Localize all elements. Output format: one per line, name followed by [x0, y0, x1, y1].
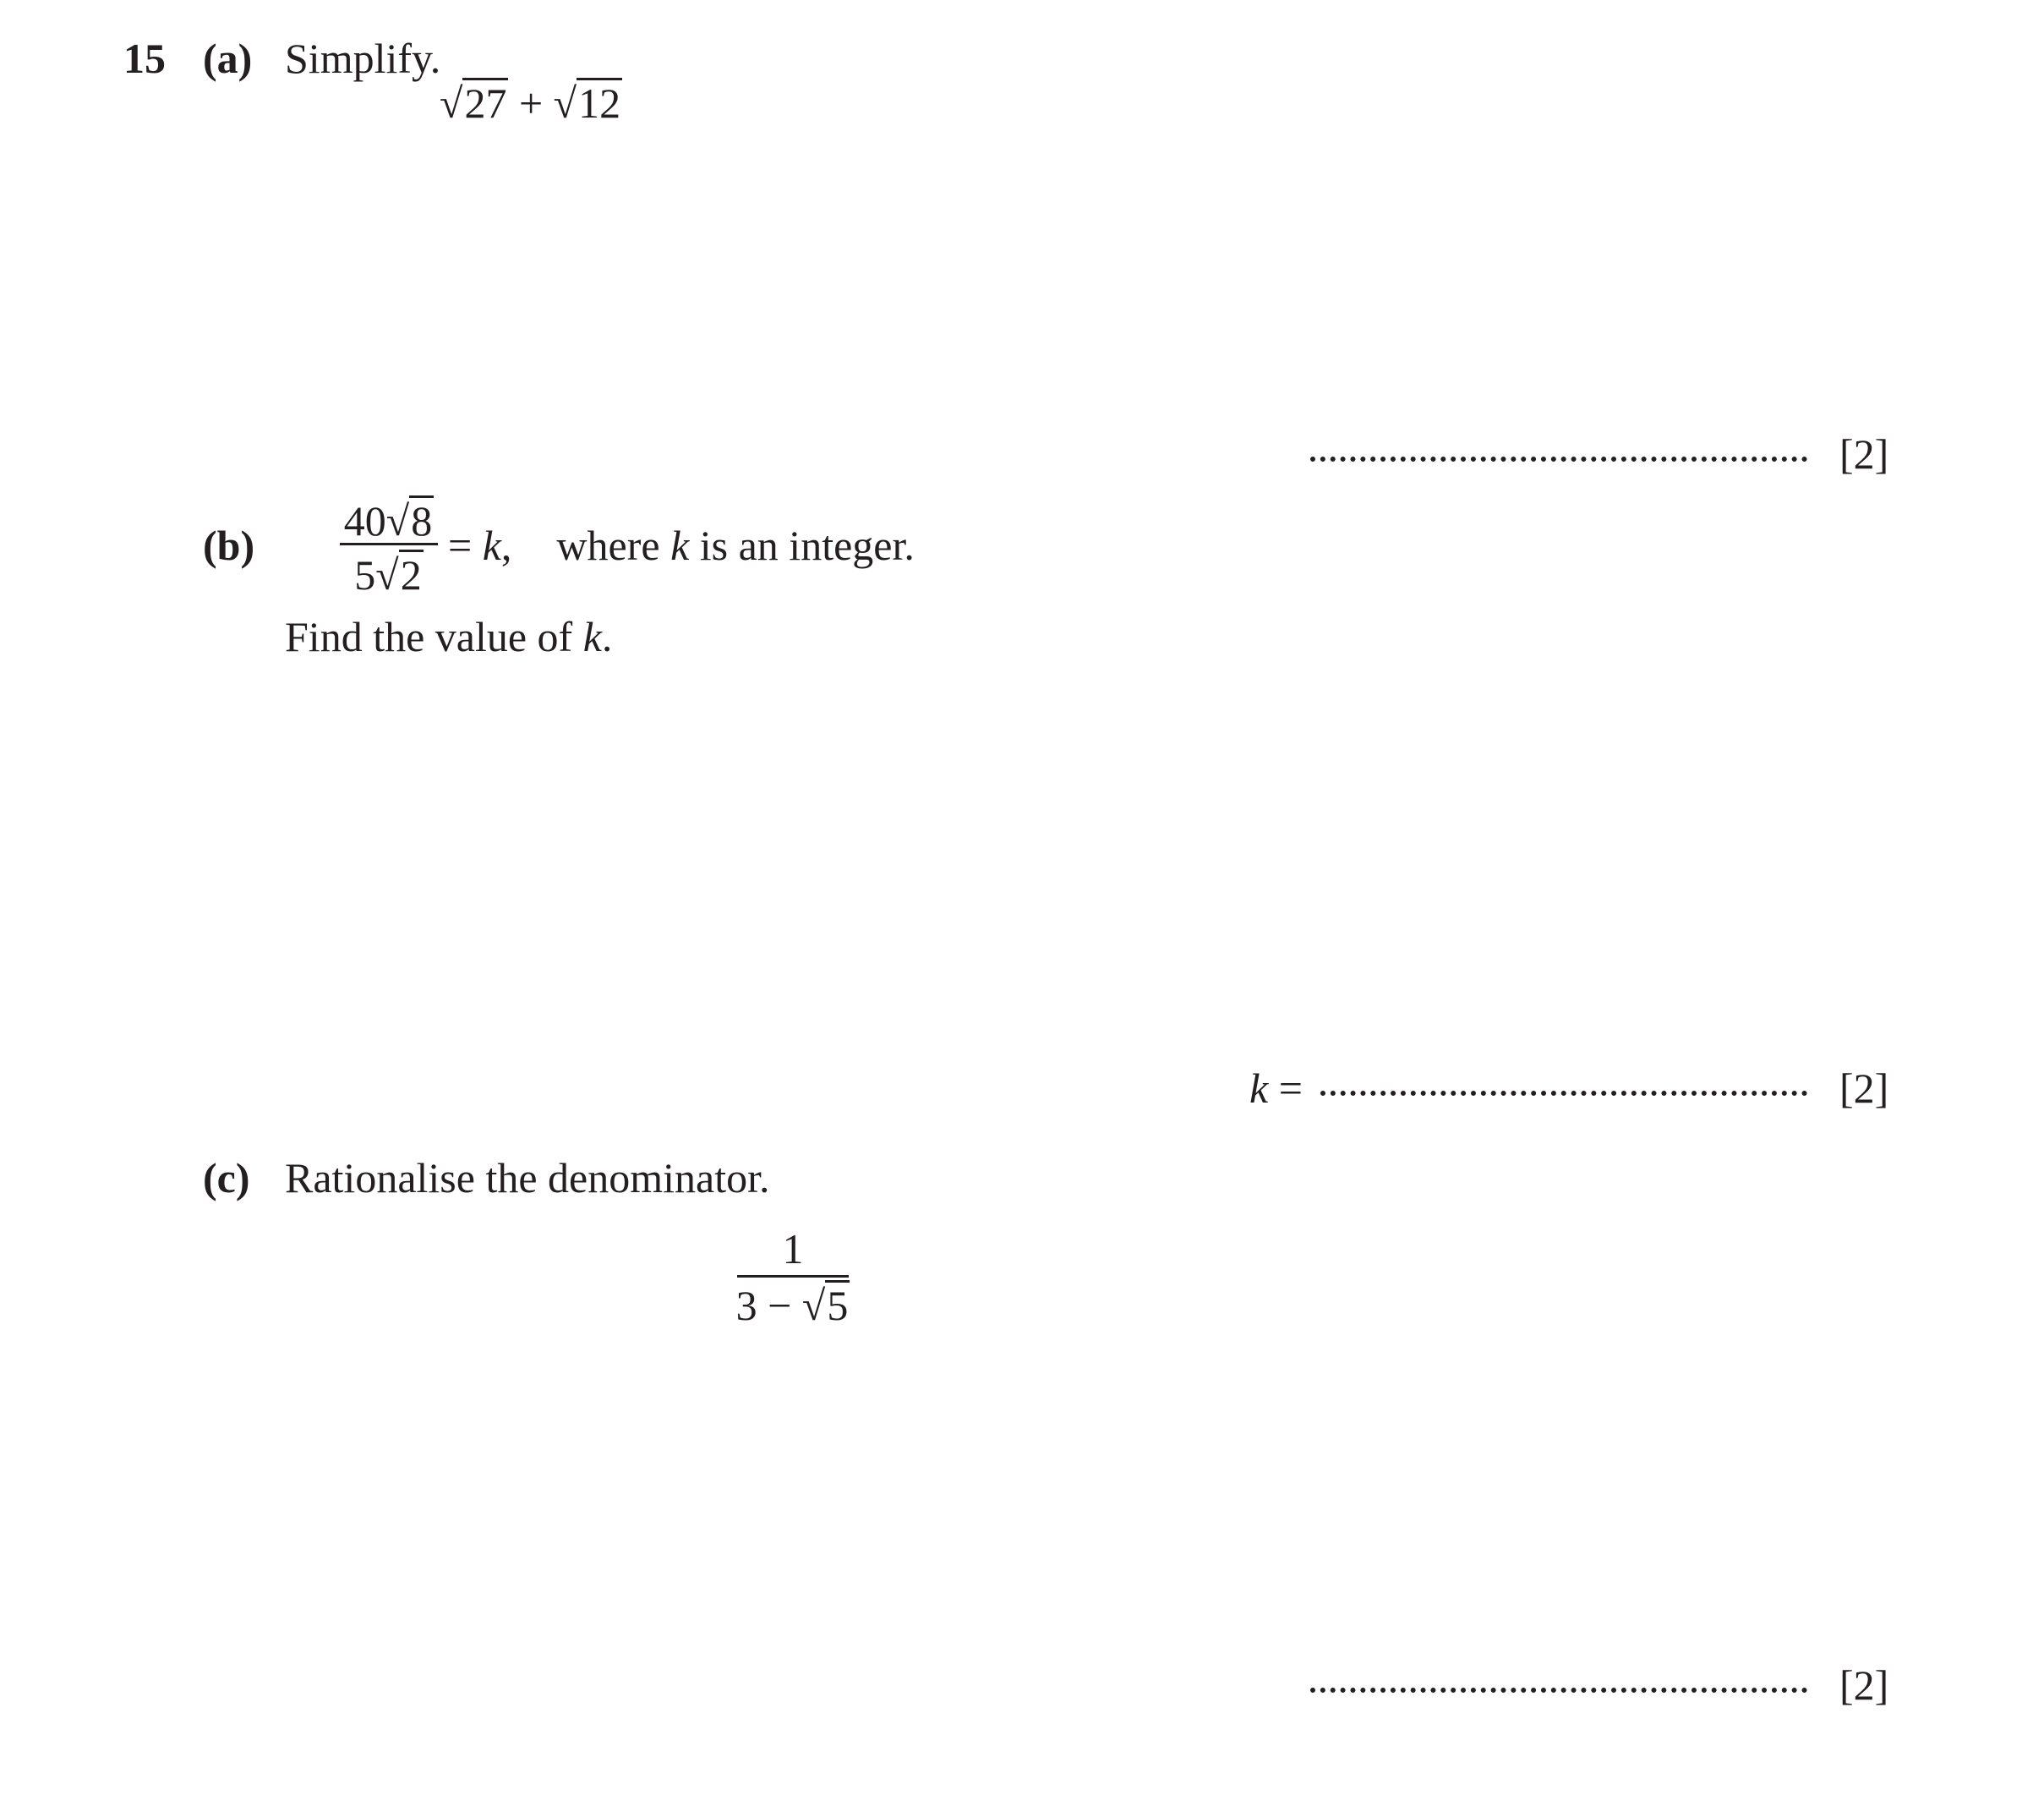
- sqrt-symbol: √: [385, 497, 410, 545]
- denominator-radicand: 2: [400, 551, 422, 599]
- denominator-integer: 3: [735, 1282, 757, 1329]
- numerator-radicand: 8: [411, 497, 433, 545]
- answer-prefix-b: [1249, 1064, 1303, 1112]
- instruction-period: .: [601, 613, 613, 660]
- is-integer-text: is an integer.: [699, 522, 915, 569]
- part-b-label: (b): [203, 522, 255, 569]
- fraction-bar-c: [737, 1275, 849, 1278]
- variable-k: k: [482, 522, 501, 569]
- fraction-denominator-b: [338, 550, 440, 599]
- variable-k: k: [582, 613, 602, 660]
- plus-operator: +: [518, 79, 544, 127]
- part-b-equation-text: [448, 522, 915, 569]
- where-text: where: [556, 522, 660, 569]
- instruction-text: Find the value of: [285, 613, 573, 660]
- marks-a: [2]: [1839, 430, 1889, 478]
- sqrt-symbol: √: [553, 79, 577, 127]
- part-c-label: (c): [203, 1154, 250, 1201]
- radicand-12: 12: [578, 79, 621, 127]
- sqrt-symbol: √: [440, 79, 463, 127]
- equals-sign: =: [448, 522, 473, 569]
- fraction-numerator-c: 1: [782, 1225, 804, 1272]
- part-b-instruction: [285, 613, 613, 660]
- denominator-coefficient: 5: [354, 551, 376, 599]
- question-number: 15: [123, 35, 166, 82]
- fraction-numerator-b: [338, 495, 440, 545]
- radicand-27: 27: [464, 79, 507, 127]
- marks-c: [2]: [1839, 1661, 1889, 1709]
- part-a-label: (a): [203, 35, 253, 82]
- answer-line-b[interactable]: [1320, 1091, 1807, 1096]
- numerator-coefficient: 40: [343, 497, 386, 545]
- sqrt-symbol: √: [801, 1282, 826, 1329]
- answer-variable-k: k: [1249, 1064, 1269, 1112]
- denominator-radicand: 5: [827, 1282, 849, 1329]
- variable-k: k: [670, 522, 690, 569]
- part-a-instruction: Simplify.: [285, 35, 441, 82]
- answer-line-a[interactable]: [1310, 457, 1807, 462]
- comma: ,: [500, 522, 512, 569]
- marks-b: [2]: [1839, 1064, 1889, 1112]
- part-c-instruction: Rationalise the denominator.: [285, 1154, 770, 1201]
- fraction-bar-b: [340, 543, 438, 545]
- answer-equals: =: [1278, 1064, 1303, 1112]
- part-a-expression: [440, 78, 622, 127]
- sqrt-symbol: √: [375, 551, 399, 599]
- fraction-denominator-c: [732, 1280, 854, 1327]
- answer-line-c[interactable]: [1310, 1688, 1807, 1693]
- minus-operator: −: [768, 1282, 792, 1329]
